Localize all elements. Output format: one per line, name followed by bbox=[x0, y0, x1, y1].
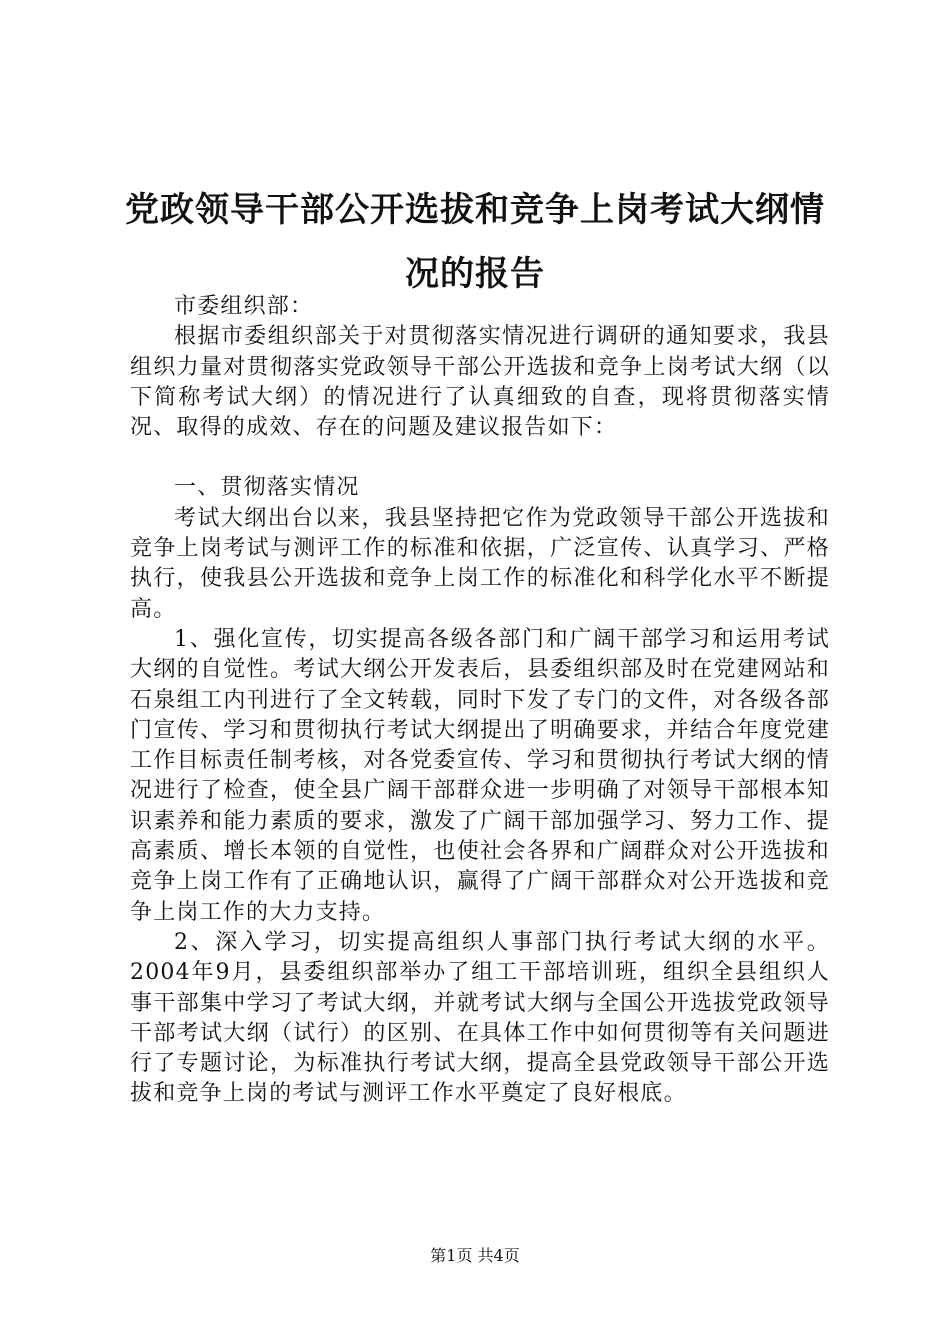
section-paragraph: 2、深入学习，切实提高组织人事部门执行考试大纲的水平。2004年9月，县委组织部举办了组工干部培训班，组织全县组织人事干部集中学习了考试大纲，并就考试大纲与全国公开选拔党政领导干部考试大纲（试行）的区别、在具体工作中如何贯彻等有关问题进行了专题讨论，为标准执行考试大纲，提高全县党政领导干部公开选拔和竞争上岗的考试与测评工作水平奠定了良好根底。 bbox=[130, 929, 830, 1107]
document-body bbox=[130, 292, 830, 1110]
title-line-1: 党政领导干部公开选拔和竞争上岗考试大纲情 bbox=[125, 190, 825, 230]
intro-paragraph: 根据市委组织部关于对贯彻落实情况进行调研的通知要求，我县组织力量对贯彻落实党政领导干部公开选拔和竞争上岗考试大纲（以下简称考试大纲）的情况进行了认真细致的自查，现将贯彻落实情况、取得的成效、存在的问题及建议报告如下： bbox=[130, 324, 830, 441]
section-heading: 一、贯彻落实情况 bbox=[174, 475, 360, 501]
title-line-2: 况的报告 bbox=[405, 254, 545, 294]
page-number: 第1页 共4页 bbox=[430, 1246, 520, 1265]
page-footer bbox=[0, 1243, 950, 1266]
salutation: 市委组织部： bbox=[174, 294, 314, 319]
section-paragraph: 考试大纲出台以来，我县坚持把它作为党政领导干部公开选拔和竞争上岗考试与测评工作的标准和依据，广泛宣传、认真学习、严格执行，使我县公开选拔和竞争上岗工作的标准化和科学化水平不断提高。 bbox=[130, 505, 830, 622]
document-title bbox=[120, 178, 830, 306]
section-paragraph: 1、强化宣传，切实提高各级各部门和广阔干部学习和运用考试大纲的自觉性。考试大纲公开发表后，县委组织部及时在党建网站和石泉组工内刊进行了全文转载，同时下发了专门的文件，对各级各部门宣传、学习和贯彻执行考试大纲提出了明确要求，并结合年度党建工作目标责任制考核，对各党委宣传、学习和贯彻执行考试大纲的情况进行了检查，使全县广阔干部群众进一步明确了对领导干部根本知识素养和能力素质的要求，激发了广阔干部加强学习、努力工作、提高素质、增长本领的自觉性，也使社会各界和广阔群众对公开选拔和竞争上岗工作有了正确地认识，赢得了广阔干部群众对公开选拔和竞争上岗工作的大力支持。 bbox=[130, 626, 830, 925]
